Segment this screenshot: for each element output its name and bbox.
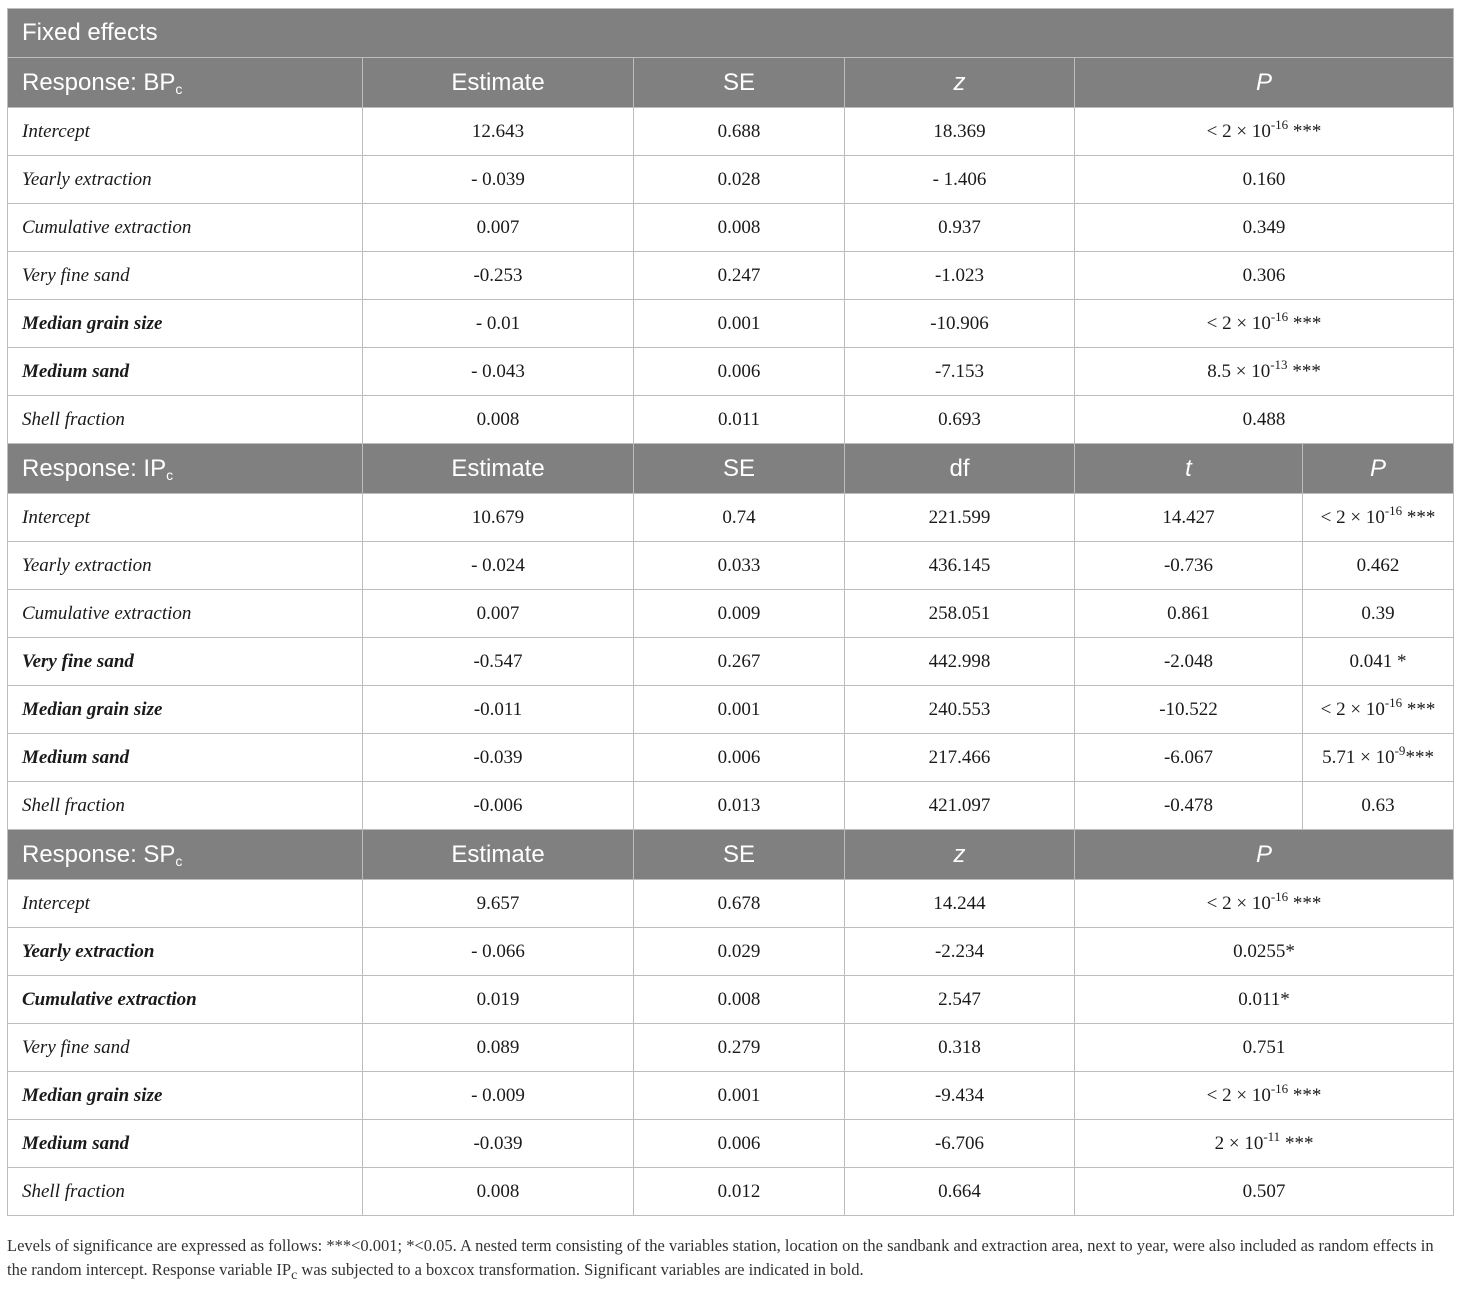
cell-value: - 0.01 <box>363 300 634 348</box>
p-value-text: < 2 × 10 <box>1206 1084 1271 1106</box>
p-value-text: 0.462 <box>1356 554 1400 576</box>
cell-value: -6.706 <box>845 1120 1075 1168</box>
table-row <box>8 782 1454 830</box>
cell-value: 0.267 <box>634 638 845 686</box>
cell-p-value <box>1075 348 1454 396</box>
table-row <box>8 928 1454 976</box>
col-header-p: P <box>1303 444 1454 494</box>
cell-value: 0.74 <box>634 494 845 542</box>
cell-value: -0.006 <box>363 782 634 830</box>
p-value-exponent: -16 <box>1270 308 1289 324</box>
section-header-ipc <box>8 444 1454 494</box>
cell-value: 0.019 <box>363 976 634 1024</box>
p-value-text: 8.5 × 10 <box>1207 360 1271 382</box>
cell-p-value <box>1303 590 1454 638</box>
p-value-significance: *** <box>1288 1084 1322 1106</box>
p-value-text: 5.71 × 10 <box>1322 746 1395 768</box>
cell-value: 0.008 <box>634 976 845 1024</box>
row-variable-name: Cumulative extraction <box>8 204 363 252</box>
cell-value: 0.011 <box>634 396 845 444</box>
row-variable-name: Yearly extraction <box>8 928 363 976</box>
cell-value: 2.547 <box>845 976 1075 1024</box>
row-variable-name: Very fine sand <box>8 638 363 686</box>
table-row <box>8 204 1454 252</box>
cell-value: 442.998 <box>845 638 1075 686</box>
row-variable-name: Very fine sand <box>8 1024 363 1072</box>
cell-value: 0.693 <box>845 396 1075 444</box>
response-prefix: Response: <box>22 454 144 482</box>
section-header-spc <box>8 830 1454 880</box>
table-row <box>8 542 1454 590</box>
col-header-z: z <box>845 830 1075 880</box>
cell-value: - 1.406 <box>845 156 1075 204</box>
table-row <box>8 156 1454 204</box>
cell-p-value <box>1075 976 1454 1024</box>
cell-value: -10.906 <box>845 300 1075 348</box>
p-value-text: 0.39 <box>1361 602 1395 624</box>
cell-value: -0.478 <box>1075 782 1303 830</box>
p-value-significance: *** <box>1288 312 1322 334</box>
table-title-row <box>8 9 1454 58</box>
cell-p-value <box>1075 156 1454 204</box>
cell-p-value <box>1075 252 1454 300</box>
cell-value: -0.011 <box>363 686 634 734</box>
cell-value: -0.039 <box>363 734 634 782</box>
p-value-significance: *** <box>1288 120 1322 142</box>
col-header-z: z <box>845 58 1075 108</box>
cell-value: 421.097 <box>845 782 1075 830</box>
col-header-p: P <box>1075 58 1454 108</box>
p-value-text: < 2 × 10 <box>1320 698 1385 720</box>
col-header-t: t <box>1075 444 1303 494</box>
p-value-exponent: -13 <box>1270 356 1288 372</box>
cell-value: 221.599 <box>845 494 1075 542</box>
table-row <box>8 1168 1454 1216</box>
p-value-exponent: -16 <box>1270 888 1289 904</box>
cell-value: 0.001 <box>634 300 845 348</box>
cell-value: 0.001 <box>634 686 845 734</box>
cell-value: - 0.039 <box>363 156 634 204</box>
p-value-exponent: -11 <box>1263 1128 1281 1144</box>
table-row <box>8 494 1454 542</box>
cell-p-value <box>1075 880 1454 928</box>
cell-value: 0.013 <box>634 782 845 830</box>
response-prefix: Response: <box>22 68 144 96</box>
cell-value: 18.369 <box>845 108 1075 156</box>
cell-value: 240.553 <box>845 686 1075 734</box>
cell-value: 0.247 <box>634 252 845 300</box>
fixed-effects-table <box>7 8 1454 1216</box>
cell-p-value <box>1075 1120 1454 1168</box>
row-variable-name: Shell fraction <box>8 396 363 444</box>
response-sub: c <box>175 852 183 869</box>
cell-value: -0.039 <box>363 1120 634 1168</box>
cell-value: 0.009 <box>634 590 845 638</box>
cell-p-value <box>1075 1072 1454 1120</box>
p-value-exponent: -16 <box>1384 502 1403 518</box>
cell-value: - 0.024 <box>363 542 634 590</box>
cell-value: -7.153 <box>845 348 1075 396</box>
cell-value: 0.318 <box>845 1024 1075 1072</box>
table-row <box>8 590 1454 638</box>
cell-value: 0.008 <box>634 204 845 252</box>
response-label <box>8 444 363 494</box>
cell-value: 0.664 <box>845 1168 1075 1216</box>
row-variable-name: Cumulative extraction <box>8 590 363 638</box>
cell-value: -10.522 <box>1075 686 1303 734</box>
table-row <box>8 638 1454 686</box>
response-sub: c <box>175 80 183 97</box>
table-row <box>8 108 1454 156</box>
row-variable-name: Medium sand <box>8 348 363 396</box>
response-var: SP <box>143 840 176 868</box>
footnote-sub: c <box>291 1268 298 1283</box>
row-variable-name: Shell fraction <box>8 1168 363 1216</box>
p-value-text: 0.306 <box>1242 264 1286 286</box>
p-value-significance: *** <box>1405 746 1434 768</box>
p-value-text: < 2 × 10 <box>1206 892 1271 914</box>
cell-value: 0.029 <box>634 928 845 976</box>
row-variable-name: Yearly extraction <box>8 542 363 590</box>
p-value-text: < 2 × 10 <box>1206 120 1271 142</box>
cell-value: -2.234 <box>845 928 1075 976</box>
p-value-text: 0.349 <box>1242 216 1286 238</box>
cell-p-value <box>1303 542 1454 590</box>
response-sub: c <box>166 466 174 483</box>
p-value-exponent: -16 <box>1270 1080 1289 1096</box>
table-row <box>8 734 1454 782</box>
cell-value: 0.006 <box>634 348 845 396</box>
cell-value: 10.679 <box>363 494 634 542</box>
footnote-text-1: Levels of significance are expressed as follows: ***<0.001; *<0.05. A nested term consisting of the variables station, location on the sandbank and extraction area, next to year, were also included as random effects in the random intercept. Response variable IP <box>7 1236 1434 1279</box>
row-variable-name: Cumulative extraction <box>8 976 363 1024</box>
table-title: Fixed effects <box>8 9 1454 58</box>
col-header-df: df <box>845 444 1075 494</box>
p-value-text: 0.488 <box>1242 408 1286 430</box>
p-value-text: 2 × 10 <box>1214 1132 1264 1154</box>
cell-value: 12.643 <box>363 108 634 156</box>
cell-p-value <box>1075 928 1454 976</box>
p-value-exponent: -9 <box>1394 742 1406 758</box>
cell-value: 0.033 <box>634 542 845 590</box>
p-value-significance: *** <box>1280 1132 1314 1154</box>
cell-value: 0.279 <box>634 1024 845 1072</box>
row-variable-name: Median grain size <box>8 300 363 348</box>
response-var: IP <box>143 454 167 482</box>
cell-value: 0.688 <box>634 108 845 156</box>
row-variable-name: Intercept <box>8 108 363 156</box>
row-variable-name: Median grain size <box>8 1072 363 1120</box>
table-footnote <box>7 1234 1453 1282</box>
cell-value: - 0.043 <box>363 348 634 396</box>
row-variable-name: Median grain size <box>8 686 363 734</box>
table-row <box>8 300 1454 348</box>
p-value-text: < 2 × 10 <box>1206 312 1271 334</box>
cell-value: 0.937 <box>845 204 1075 252</box>
cell-value: 436.145 <box>845 542 1075 590</box>
col-header-se: SE <box>634 830 845 880</box>
row-variable-name: Medium sand <box>8 1120 363 1168</box>
cell-value: -6.067 <box>1075 734 1303 782</box>
cell-p-value <box>1075 396 1454 444</box>
p-value-exponent: -16 <box>1270 116 1289 132</box>
p-value-text: 0.011* <box>1238 988 1290 1010</box>
p-value-text: 0.63 <box>1361 794 1395 816</box>
response-label <box>8 830 363 880</box>
cell-p-value <box>1303 782 1454 830</box>
cell-p-value <box>1303 494 1454 542</box>
table-row <box>8 686 1454 734</box>
cell-value: -2.048 <box>1075 638 1303 686</box>
p-value-text: 0.0255* <box>1233 940 1295 962</box>
section-header-bpc <box>8 58 1454 108</box>
p-value-significance: *** <box>1402 506 1436 528</box>
p-value-text: 0.160 <box>1242 168 1286 190</box>
response-label <box>8 58 363 108</box>
cell-value: 9.657 <box>363 880 634 928</box>
table-row <box>8 880 1454 928</box>
cell-value: -9.434 <box>845 1072 1075 1120</box>
table-row <box>8 976 1454 1024</box>
cell-p-value <box>1075 1024 1454 1072</box>
cell-value: 0.008 <box>363 396 634 444</box>
table-row <box>8 1120 1454 1168</box>
cell-value: 0.007 <box>363 204 634 252</box>
row-variable-name: Intercept <box>8 494 363 542</box>
row-variable-name: Very fine sand <box>8 252 363 300</box>
cell-p-value <box>1075 108 1454 156</box>
col-header-se: SE <box>634 58 845 108</box>
p-value-significance: *** <box>1288 892 1322 914</box>
cell-value: 0.089 <box>363 1024 634 1072</box>
cell-value: 0.006 <box>634 1120 845 1168</box>
p-value-significance: *** <box>1402 698 1436 720</box>
row-variable-name: Medium sand <box>8 734 363 782</box>
cell-value: 0.861 <box>1075 590 1303 638</box>
p-value-text: 0.751 <box>1242 1036 1286 1058</box>
col-header-p: P <box>1075 830 1454 880</box>
cell-value: - 0.066 <box>363 928 634 976</box>
cell-p-value <box>1303 686 1454 734</box>
table-row <box>8 252 1454 300</box>
cell-value: 0.028 <box>634 156 845 204</box>
cell-value: -1.023 <box>845 252 1075 300</box>
cell-value: 0.007 <box>363 590 634 638</box>
cell-p-value <box>1303 638 1454 686</box>
p-value-exponent: -16 <box>1384 694 1403 710</box>
row-variable-name: Intercept <box>8 880 363 928</box>
response-var: BP <box>143 68 176 96</box>
table-row <box>8 396 1454 444</box>
table-row <box>8 1024 1454 1072</box>
cell-p-value <box>1075 204 1454 252</box>
cell-value: - 0.009 <box>363 1072 634 1120</box>
row-variable-name: Yearly extraction <box>8 156 363 204</box>
p-value-text: < 2 × 10 <box>1320 506 1385 528</box>
p-value-significance: *** <box>1287 360 1321 382</box>
table-row <box>8 348 1454 396</box>
response-prefix: Response: <box>22 840 144 868</box>
cell-value: -0.736 <box>1075 542 1303 590</box>
footnote-text-2: was subjected to a boxcox transformation. Significant variables are indicated in bold. <box>297 1260 864 1279</box>
table-row <box>8 1072 1454 1120</box>
cell-value: 0.678 <box>634 880 845 928</box>
col-header-se: SE <box>634 444 845 494</box>
cell-value: 0.001 <box>634 1072 845 1120</box>
cell-value: 14.244 <box>845 880 1075 928</box>
cell-p-value <box>1075 1168 1454 1216</box>
p-value-text: 0.507 <box>1242 1180 1286 1202</box>
cell-value: -0.253 <box>363 252 634 300</box>
cell-value: 217.466 <box>845 734 1075 782</box>
cell-value: 258.051 <box>845 590 1075 638</box>
p-value-text: 0.041 * <box>1349 650 1407 672</box>
col-header-estimate: Estimate <box>363 58 634 108</box>
row-variable-name: Shell fraction <box>8 782 363 830</box>
cell-p-value <box>1303 734 1454 782</box>
cell-p-value <box>1075 300 1454 348</box>
col-header-estimate: Estimate <box>363 830 634 880</box>
cell-value: 0.006 <box>634 734 845 782</box>
cell-value: 0.012 <box>634 1168 845 1216</box>
cell-value: -0.547 <box>363 638 634 686</box>
col-header-estimate: Estimate <box>363 444 634 494</box>
cell-value: 14.427 <box>1075 494 1303 542</box>
cell-value: 0.008 <box>363 1168 634 1216</box>
